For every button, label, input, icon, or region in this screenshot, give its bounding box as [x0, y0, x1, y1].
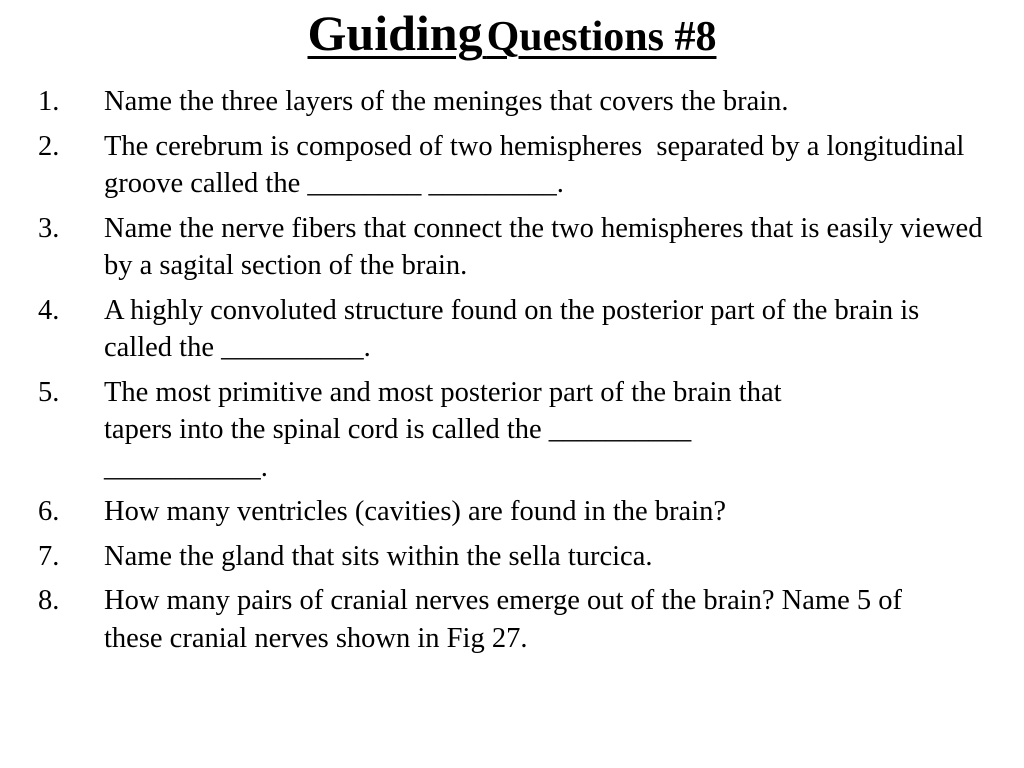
question-number: 2. [38, 130, 60, 162]
question-item [0, 374, 1024, 487]
question-text: Name the gland that sits within the sella turcica. [104, 540, 653, 572]
question-number: 8. [38, 585, 60, 616]
question-number: 6. [38, 496, 60, 527]
question-number: 5. [38, 376, 60, 408]
question-item [0, 128, 1024, 203]
question-text: Name the three layers of the meninges that covers the brain. [104, 86, 789, 117]
question-list [0, 83, 1024, 664]
question-item [0, 292, 1024, 367]
title-word-questions: Questions #8 [486, 14, 717, 60]
question-item [0, 83, 1024, 121]
title-underline-group [308, 2, 717, 77]
question-number: 3. [38, 212, 60, 244]
question-text: How many pairs of cranial nerves emerge out of the brain? Name 5 of these cranial nerves shown in Fig 27. [104, 585, 902, 654]
question-item [0, 538, 1024, 576]
question-item [0, 210, 1024, 285]
question-text: Name the nerve fibers that connect the two hemispheres that is easily viewed by a sagital section of the brain. [104, 212, 983, 281]
slide-title [0, 2, 1024, 77]
question-text: The most primitive and most posterior part of the brain that tapers into the spinal cord is called the __________ ___________. [104, 376, 782, 483]
question-text: A highly convoluted structure found on the posterior part of the brain is called the __________. [104, 294, 920, 363]
question-text: The cerebrum is composed of two hemispheres separated by a longitudinal groove called the ________ _________. [104, 130, 972, 199]
question-item [0, 493, 1024, 531]
question-number: 4. [38, 294, 60, 326]
question-number: 1. [38, 86, 60, 117]
title-word-guiding: Guiding [307, 5, 483, 61]
question-text: How many ventricles (cavities) are found in the brain? [104, 496, 727, 527]
question-item [0, 582, 1024, 657]
question-number: 7. [38, 540, 60, 572]
